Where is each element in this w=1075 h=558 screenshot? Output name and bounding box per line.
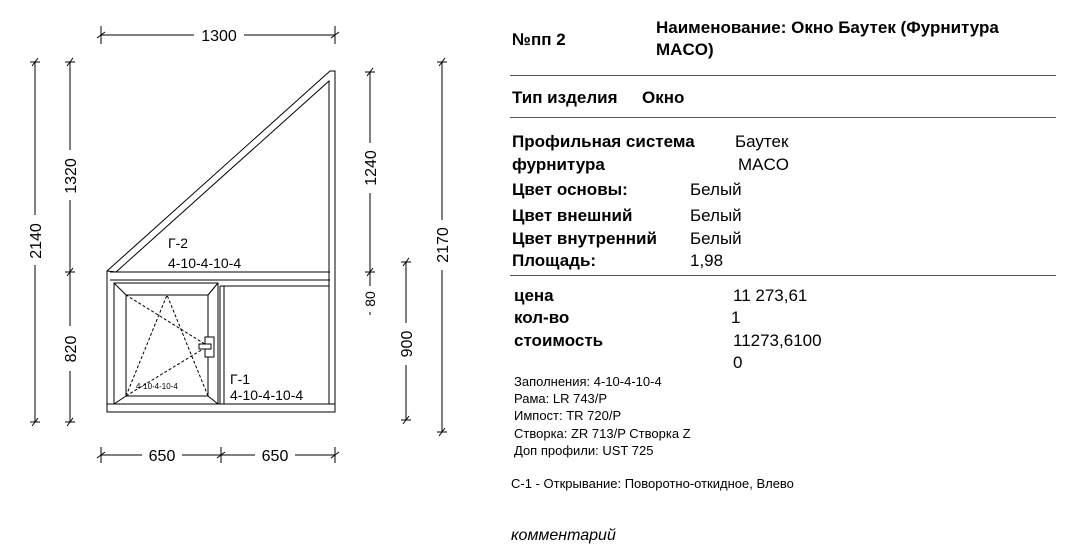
product-name-line2: MACO) <box>656 40 714 59</box>
cost-label: стоимость <box>514 331 604 350</box>
detail-frame: Рама: LR 743/P <box>514 391 608 406</box>
glass-g1-name: Г-1 <box>230 371 251 387</box>
outer-color-value: Белый <box>690 206 742 225</box>
hardware-value: MACO <box>738 155 789 174</box>
dim-right-total: 2170 <box>435 227 452 263</box>
divider <box>510 275 1056 276</box>
outer-color-label: Цвет внешний <box>512 206 633 225</box>
item-number: №пп 2 <box>512 30 566 49</box>
glass-g2-formula: 4-10-4-10-4 <box>168 255 242 271</box>
dim-right-lower: 900 <box>399 330 416 358</box>
dim-top-width: 1300 <box>201 28 237 45</box>
glass-g1-formula: 4-10-4-10-4 <box>230 387 304 403</box>
area-label: Площадь: <box>512 251 597 270</box>
inner-color-label: Цвет внутренний <box>512 229 657 248</box>
dim-right-impost: 80 <box>362 291 378 307</box>
opening-description: С-1 - Открывание: Поворотно-откидное, Влево <box>511 476 794 491</box>
base-color-value: Белый <box>690 180 742 199</box>
dim-left-lower: 820 <box>63 335 80 363</box>
price-value: 11 273,61 <box>733 286 808 305</box>
detail-sash: Створка: ZR 713/P Створка Z <box>514 426 691 441</box>
hardware-label: фурнитура <box>512 155 605 174</box>
product-name-line1: Наименование: Окно Баутек (Фурнитура <box>656 18 999 37</box>
sash-glass-formula: 4-10-4-10-4 <box>136 382 178 391</box>
profile-label: Профильная система <box>512 132 695 151</box>
area-value: 1,98 <box>690 251 724 270</box>
product-type-label: Тип изделия <box>512 88 618 107</box>
quantity-value: 1 <box>731 308 741 327</box>
price-label: цена <box>514 286 554 305</box>
profile-value: Баутек <box>735 132 789 151</box>
cost-value-line2: 0 <box>733 353 743 372</box>
dim-left-upper: 1320 <box>63 158 80 194</box>
base-color-label: Цвет основы: <box>512 180 628 199</box>
quantity-label: кол-во <box>514 308 570 327</box>
dim-bottom-left: 650 <box>148 448 176 465</box>
comment-label: комментарий <box>511 527 616 544</box>
cost-value-line1: 11273,6100 <box>733 331 822 350</box>
divider <box>510 75 1056 76</box>
glass-g2-name: Г-2 <box>168 235 189 251</box>
divider <box>510 117 1056 118</box>
detail-fill: Заполнения: 4-10-4-10-4 <box>514 374 662 389</box>
dim-right-upper: 1240 <box>363 150 380 186</box>
dim-left-total: 2140 <box>28 223 45 259</box>
product-type-value: Окно <box>642 88 685 107</box>
inner-color-value: Белый <box>690 229 742 248</box>
detail-impost: Импост: TR 720/P <box>514 408 622 423</box>
detail-extra-profiles: Доп профили: UST 725 <box>514 443 654 458</box>
dim-bottom-right: 650 <box>261 448 289 465</box>
